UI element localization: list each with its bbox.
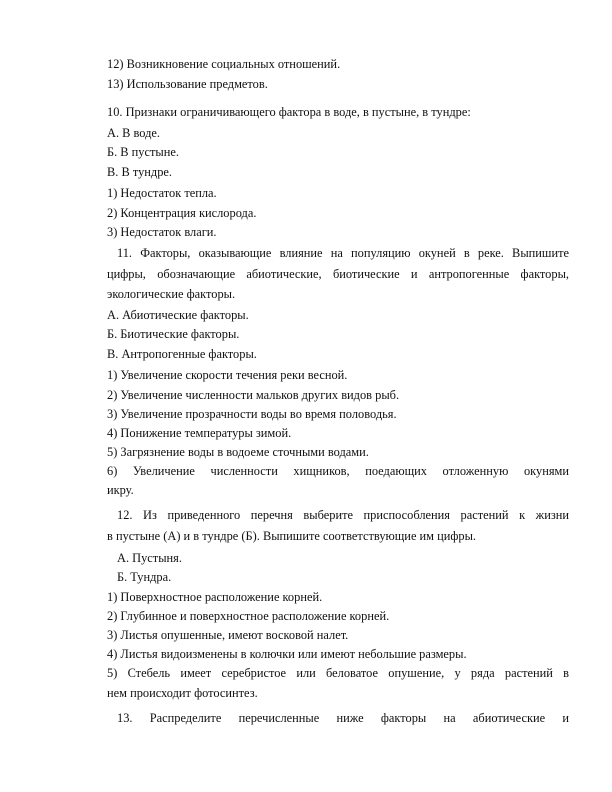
- question-10: 10. Признаки ограничивающего фактора в воде, в пустыне, в тундре:: [107, 105, 471, 119]
- group-label: Б. В пустыне.: [107, 145, 179, 159]
- list-item: 1) Поверхностное расположение корней.: [107, 590, 323, 604]
- group-label: Б. Биотические факторы.: [107, 327, 240, 341]
- list-item: икру.: [107, 483, 134, 497]
- list-item: 1) Недостаток тепла.: [107, 186, 217, 200]
- list-item: 2) Увеличение численности мальков других видов рыб.: [107, 388, 400, 402]
- question-11-line: цифры, обозначающие абиотические, биотические и антропогенные факторы,: [107, 267, 569, 281]
- group-label: Б. Тундра.: [117, 570, 172, 584]
- list-item: 6) Увеличение численности хищников, поедающих отложенную окунями: [107, 464, 569, 478]
- group-label: А. В воде.: [107, 126, 161, 140]
- list-item: 2) Глубинное и поверхностное расположение корней.: [107, 609, 390, 623]
- list-item: 1) Увеличение скорости течения реки весной.: [107, 368, 348, 382]
- list-item: 3) Увеличение прозрачности воды во время половодья.: [107, 407, 397, 421]
- list-item: 3) Недостаток влаги.: [107, 225, 217, 239]
- list-item: 4) Листья видоизменены в колючки или имеют небольшие размеры.: [107, 647, 467, 661]
- group-label: В. В тундре.: [107, 165, 172, 179]
- list-item: 13) Использование предметов.: [107, 77, 268, 91]
- list-item: 2) Концентрация кислорода.: [107, 206, 257, 220]
- list-item: 12) Возникновение социальных отношений.: [107, 57, 341, 71]
- question-13-line: 13. Распределите перечисленные ниже факторы на абиотические и: [117, 711, 569, 725]
- question-12-line: в пустыне (А) и в тундре (Б). Выпишите соответствующие им цифры.: [107, 529, 477, 543]
- question-11-line: экологические факторы.: [107, 287, 236, 301]
- group-label: А. Пустыня.: [117, 551, 182, 565]
- list-item: 5) Загрязнение воды в водоеме сточными водами.: [107, 445, 369, 459]
- list-item: 3) Листья опушенные, имеют восковой налет.: [107, 628, 349, 642]
- group-label: А. Абиотические факторы.: [107, 308, 249, 322]
- question-11-line: 11. Факторы, оказывающие влияние на популяцию окуней в реке. Выпишите: [117, 246, 569, 260]
- list-item: 4) Понижение температуры зимой.: [107, 426, 292, 440]
- list-item: нем происходит фотосинтез.: [107, 686, 258, 700]
- question-12-line: 12. Из приведенного перечня выберите приспособления растений к жизни: [117, 508, 569, 522]
- group-label: В. Антропогенные факторы.: [107, 347, 257, 361]
- list-item: 5) Стебель имеет серебристое или беловатое опушение, у ряда растений в: [107, 666, 569, 680]
